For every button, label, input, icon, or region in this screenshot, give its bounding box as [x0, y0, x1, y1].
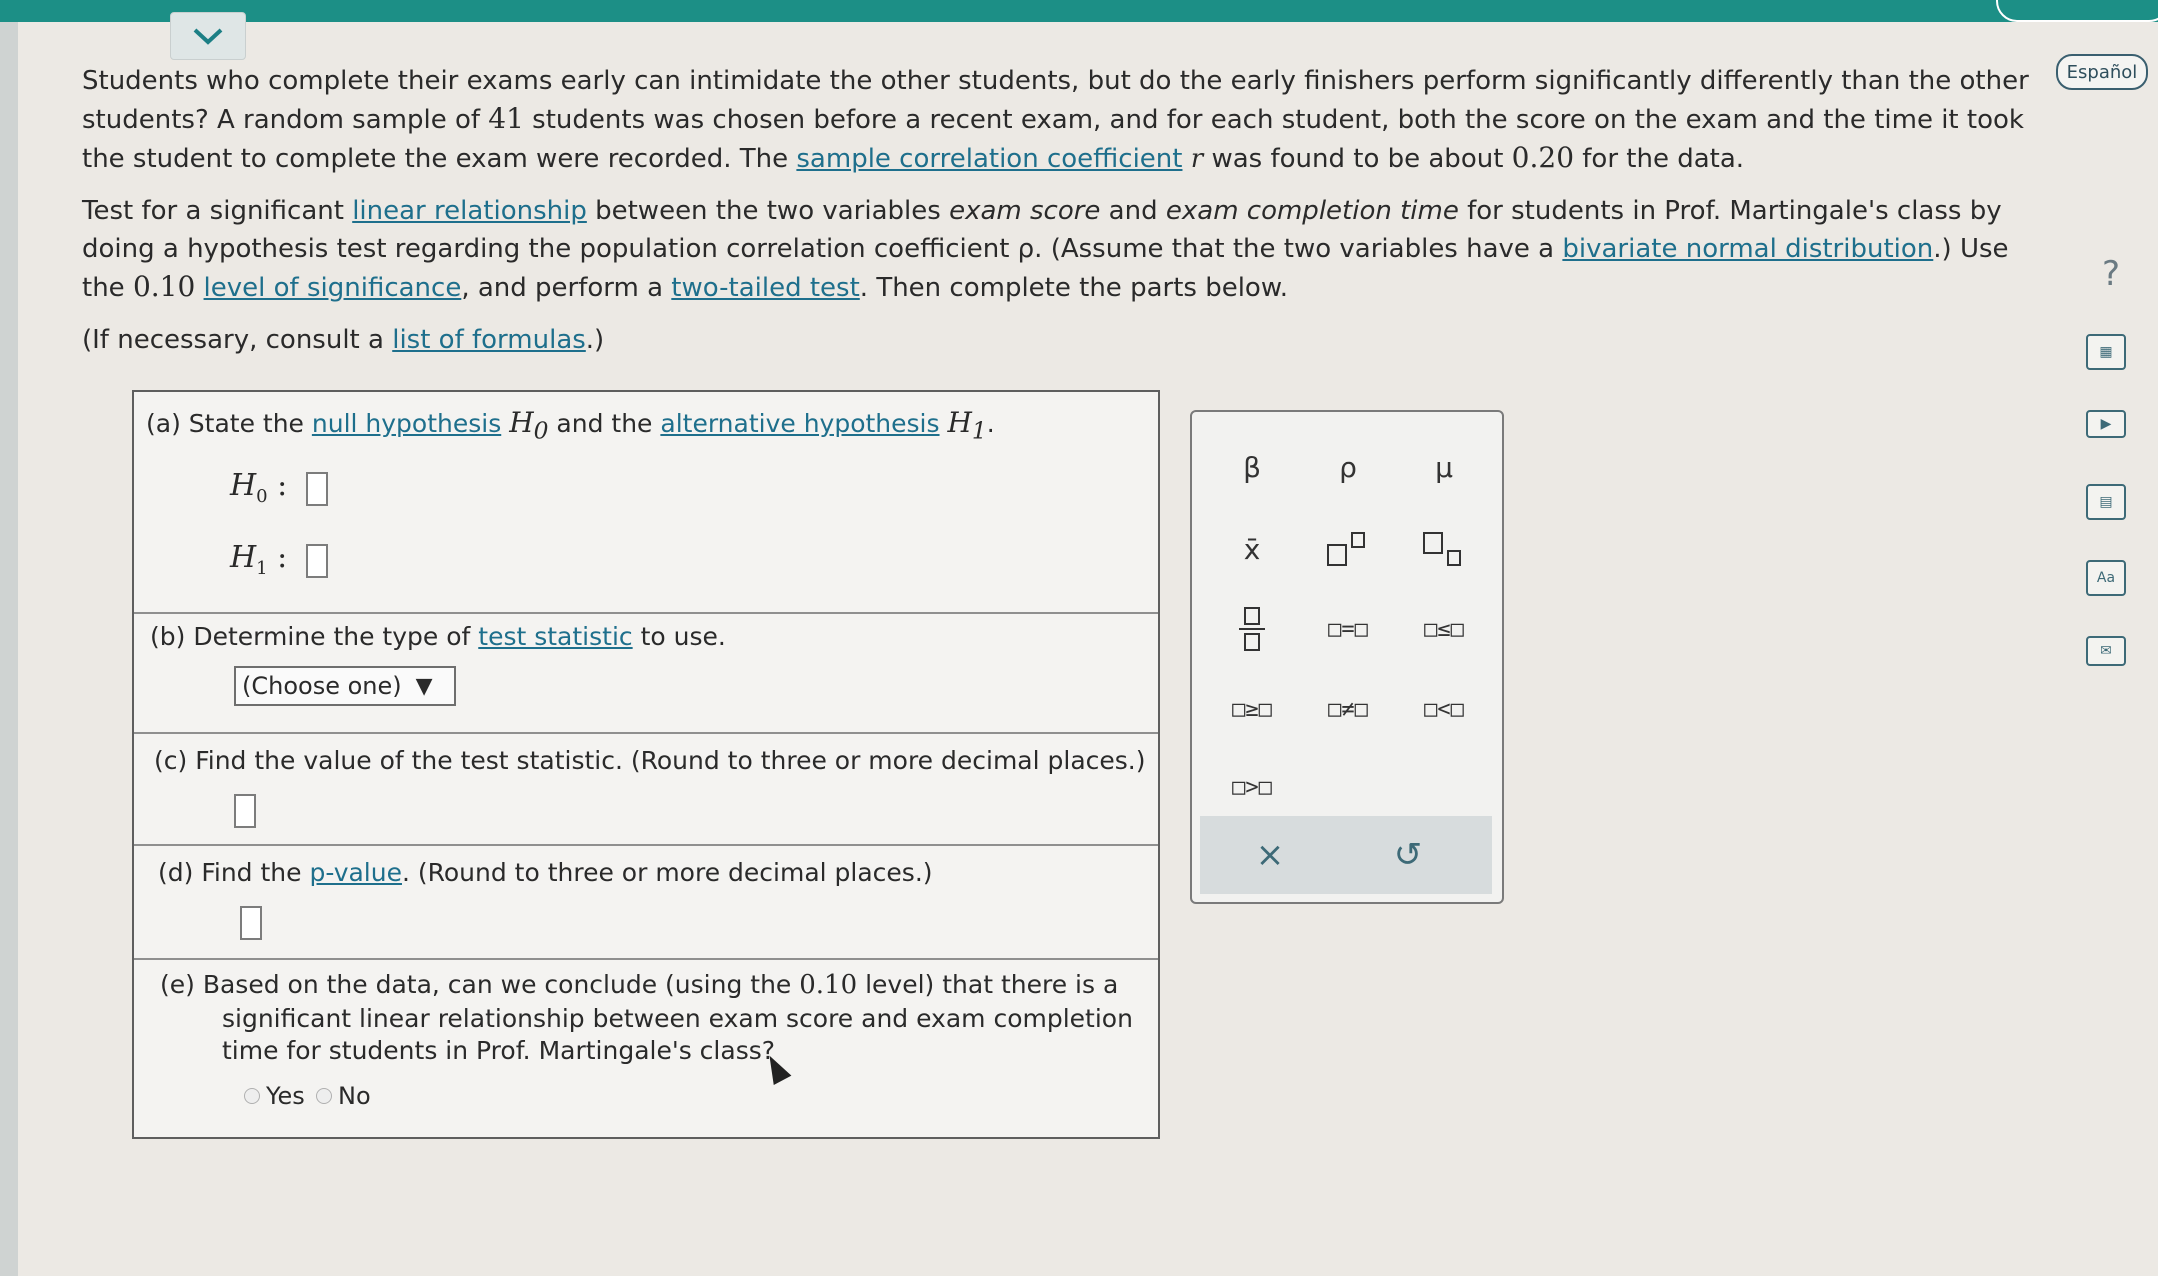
text: Test for a significant [82, 196, 353, 226]
alpha-value: 0.10 [132, 270, 196, 303]
chevron-down-icon [191, 26, 225, 46]
colon: : [277, 468, 288, 503]
h-subscript: 0 [533, 416, 549, 445]
less-equal-key[interactable]: □≤□ [1424, 616, 1464, 642]
part-b [134, 612, 1158, 734]
fraction-icon [1237, 606, 1267, 652]
text: (d) Find the [158, 858, 310, 887]
text: Students who complete their exams early can intimidate the other students, but do the early finishers perform significantly differently than the other students? A random sample of [82, 66, 2029, 135]
test-statistic-link[interactable]: test statistic [478, 622, 633, 651]
problem-statement [82, 62, 2032, 373]
greater-equal-key[interactable]: □≥□ [1232, 696, 1272, 722]
calculator-icon[interactable]: ▦ [2086, 334, 2126, 370]
mail-icon[interactable]: ✉ [2086, 636, 2126, 666]
collapse-toggle[interactable] [170, 12, 246, 60]
subscript-key[interactable] [1404, 524, 1484, 574]
two-tailed-test-link[interactable]: two-tailed test [671, 273, 860, 303]
part-e [134, 958, 1158, 1135]
h-letter: H [509, 406, 534, 439]
part-e-line-1 [160, 968, 1118, 1002]
no-label: No [338, 1082, 371, 1110]
sample-correlation-coefficient-link[interactable]: sample correlation coefficient [796, 144, 1183, 174]
superscript-key[interactable] [1308, 524, 1388, 574]
variable-1: exam score [949, 196, 1101, 226]
part-d [134, 844, 1158, 960]
text: and [1100, 196, 1166, 226]
text: . Then complete the parts below. [859, 273, 1288, 303]
problem-paragraph-3 [82, 321, 2032, 359]
text: between the two variables [586, 196, 950, 226]
xbar-key[interactable]: x̄ [1243, 532, 1261, 566]
text: and the [556, 409, 653, 438]
text: (a) State the [146, 409, 312, 438]
equals-key[interactable]: □=□ [1328, 616, 1368, 642]
text: (e) Based on the data, can we conclude (using the [160, 970, 800, 999]
p-value-input[interactable] [240, 906, 262, 940]
dropdown-value: (Choose one) [242, 672, 402, 700]
no-radio[interactable] [316, 1082, 371, 1110]
text: .) Use the [82, 234, 2009, 303]
dropdown-arrow-icon: ▼ [415, 673, 433, 699]
radio-circle [316, 1088, 332, 1104]
left-edge-strip [0, 22, 18, 1276]
superscript-icon [1326, 531, 1370, 567]
less-than-key[interactable]: □<□ [1424, 696, 1464, 722]
top-right-button-outline[interactable] [1996, 0, 2158, 22]
null-hypothesis-link[interactable]: null hypothesis [311, 409, 502, 438]
rho-key[interactable]: ρ [1339, 450, 1357, 484]
text: .) [585, 325, 605, 355]
r-value: 0.20 [1511, 141, 1575, 174]
h1-symbol [947, 406, 987, 445]
sample-size: 41 [488, 102, 524, 135]
part-e-line-2: significant linear relationship between exam score and exam completion [222, 1004, 1133, 1033]
text [195, 273, 203, 303]
question-panel [132, 390, 1160, 1139]
clear-button[interactable]: × [1255, 835, 1285, 875]
top-bar [0, 0, 2158, 22]
radio-circle [244, 1088, 260, 1104]
part-e-line-3: time for students in Prof. Martingale's class? [222, 1036, 776, 1065]
beta-key[interactable]: β [1243, 450, 1261, 484]
list-of-formulas-link[interactable]: list of formulas [392, 325, 586, 355]
h1-input[interactable] [306, 544, 328, 578]
text: for the data. [1574, 144, 1745, 174]
h0-label [230, 468, 287, 507]
test-statistic-input[interactable] [234, 794, 256, 828]
help-icon[interactable]: ? [2101, 254, 2120, 294]
text: level) that there is a [857, 970, 1119, 999]
h1-label [230, 540, 287, 579]
video-icon[interactable]: ▶ [2086, 410, 2126, 438]
text: students was chosen before a recent exam, and for each student, both the score on the exam and the time it took the student to complete the exam were recorded. The [82, 105, 2024, 174]
part-b-prompt [150, 620, 726, 654]
h-letter: H [230, 540, 257, 575]
text: (b) Determine the type of [150, 622, 479, 651]
language-button[interactable]: Español [2056, 54, 2148, 90]
h-letter: H [947, 406, 972, 439]
yes-radio[interactable] [244, 1082, 305, 1110]
not-equal-key[interactable]: □≠□ [1328, 696, 1368, 722]
h-subscript: 0 [256, 486, 268, 507]
problem-paragraph-1 [82, 62, 2032, 178]
text: to use. [632, 622, 726, 651]
undo-icon[interactable]: ↺ [1393, 835, 1423, 875]
yes-label: Yes [266, 1082, 305, 1110]
part-a-prompt: (a) State the null hypothesis $H_0$ and the alternative hypothesis $H_1$. [146, 406, 995, 445]
greater-than-key[interactable]: □>□ [1232, 774, 1272, 800]
p-value-link[interactable]: p-value [309, 858, 402, 887]
alternative-hypothesis-link[interactable]: alternative hypothesis [660, 409, 940, 438]
mu-key[interactable]: μ [1435, 450, 1453, 484]
subscript-icon [1422, 531, 1466, 567]
h0-symbol [509, 406, 549, 445]
symbol-palette [1190, 410, 1504, 904]
alpha-value: 0.10 [799, 970, 858, 1000]
test-statistic-dropdown[interactable] [234, 666, 456, 706]
level-of-significance-link[interactable]: level of significance [203, 273, 462, 303]
colon: : [277, 540, 288, 575]
fraction-key[interactable] [1212, 604, 1292, 654]
text: (If necessary, consult a [82, 325, 393, 355]
part-c-prompt: (c) Find the value of the test statistic. (Round to three or more decimal places.) [154, 746, 1146, 775]
bivariate-normal-link[interactable]: bivariate normal distribution [1562, 234, 1934, 264]
table-icon[interactable]: ▤ [2086, 484, 2126, 520]
h0-input[interactable] [306, 472, 328, 506]
text: . (Round to three or more decimal places.) [401, 858, 933, 887]
text: , and perform a [461, 273, 672, 303]
variable-2: exam completion time [1165, 196, 1459, 226]
h-letter: H [230, 468, 257, 503]
part-c [134, 732, 1158, 846]
problem-paragraph-2 [82, 192, 2032, 307]
palette-action-bar [1200, 816, 1492, 894]
h-subscript: 1 [256, 558, 268, 579]
text: for students in Prof. Martingale's class by doing a hypothesis test regarding the population correlation coefficient ρ. (Assume that the two variables have a [82, 196, 2002, 264]
r-symbol: r [1190, 144, 1204, 174]
text: was found to be about [1203, 144, 1512, 174]
h-subscript: 1 [971, 416, 987, 445]
glossary-icon[interactable]: Aa [2086, 560, 2126, 596]
part-a [134, 392, 1158, 614]
part-d-prompt [158, 856, 933, 890]
linear-relationship-link[interactable]: linear relationship [352, 196, 587, 226]
